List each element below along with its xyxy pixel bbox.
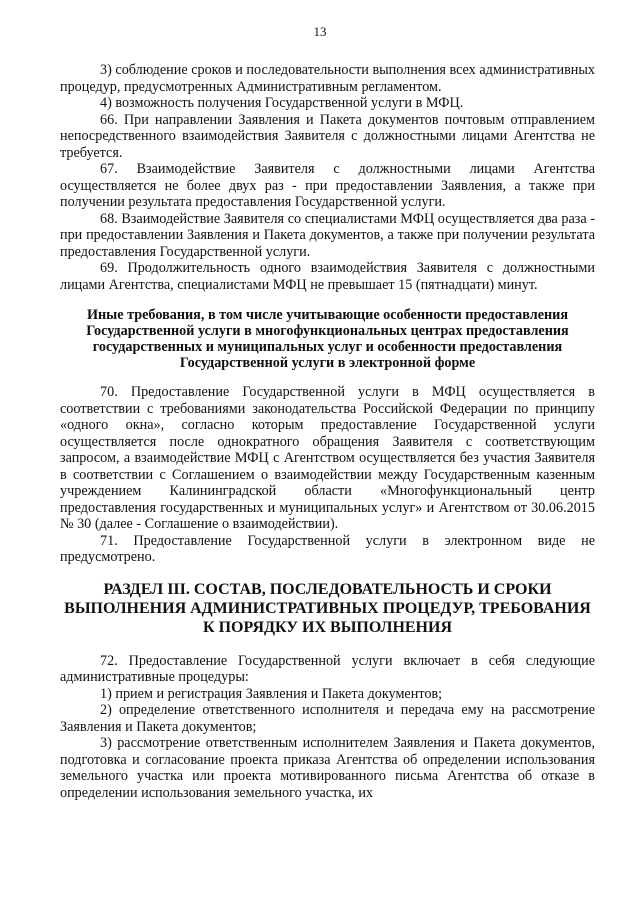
procedure-1: 1) прием и регистрация Заявления и Пакета документов; bbox=[100, 685, 443, 702]
paragraph-71: 71. Предоставление Государственной услуги в электронном виде не предусмотрено. bbox=[60, 532, 595, 565]
paragraph-68: 68. Взаимодействие Заявителя со специалистами МФЦ осуществляется два раза - при предоставлении Заявления и Пакета документов, а также при получении результата предоставления Государственной услуги. bbox=[60, 210, 595, 260]
page-number: 13 bbox=[313, 24, 327, 39]
paragraph-67: 67. Взаимодействие Заявителя с должностными лицами Агентства осуществляется не более двух раз - при предоставлении Заявления, а также при получении результата предоставления Государственной услуги. bbox=[60, 161, 595, 210]
paragraph-70: 70. Предоставление Государственной услуги в МФЦ осуществляется в соответствии с требованиями законодательства Российской Федерации по принципу «одного окна», согласно которым предоставление Государственной услуги осуществляется после однократного обращения Заявителя с соответствующим запросом, а взаимодействие МФЦ с Агентством осуществляется без участия Заявителя в соответствии с Соглашением о взаимодействии между Государственным казенным учреждением Калининградской области «Многофункциональный центр предоставления государственных и муниципальных услуг» и Агентством от 30.06.2015 № 30 (далее - Соглашение о взаимодействии). bbox=[60, 384, 595, 532]
section-heading: РАЗДЕЛ III. СОСТАВ, ПОСЛЕДОВАТЕЛЬНОСТЬ И СРОКИ ВЫПОЛНЕНИЯ АДМИНИСТРАТИВНЫХ ПРОЦЕДУР, ТРЕБОВАНИЯ К ПОРЯДКУ ИХ ВЫПОЛНЕНИЯ bbox=[64, 580, 591, 636]
item-4: 4) возможность получения Государственной услуги в МФЦ. bbox=[100, 95, 464, 111]
item-3: 3) соблюдение сроков и последовательности выполнения всех административных процедур, предусмотренных Административным регламентом. bbox=[60, 62, 595, 95]
paragraph-66: 66. При направлении Заявления и Пакета документов почтовым отправлением непосредственного взаимодействия Заявителя с должностными лицами Агентства не требуется. bbox=[60, 111, 595, 161]
paragraph-72: 72. Предоставление Государственной услуги включает в себя следующие административные процедуры: bbox=[60, 652, 595, 685]
document-body bbox=[60, 62, 595, 801]
procedure-2: 2) определение ответственного исполнителя и передача ему на рассмотрение Заявления и Пакета документов; bbox=[60, 702, 595, 735]
subheading: Иные требования, в том числе учитывающие особенности предоставления Государственной услуги в многофункциональных центрах предоставления государственных и муниципальных услуг и особенности предоставления Государственной услуги в электронной форме bbox=[86, 307, 569, 371]
procedure-3: 3) рассмотрение ответственным исполнителем Заявления и Пакета документов, подготовка и согласование проекта приказа Агентства об определении использования земельного участка или проекта мотивированного письма Агентства об отказе в определении использования земельного участка, их bbox=[60, 735, 595, 801]
paragraph-69: 69. Продолжительность одного взаимодействия Заявителя с должностными лицами Агентства, специалистами МФЦ не превышает 15 (пятнадцати) минут. bbox=[60, 260, 595, 293]
